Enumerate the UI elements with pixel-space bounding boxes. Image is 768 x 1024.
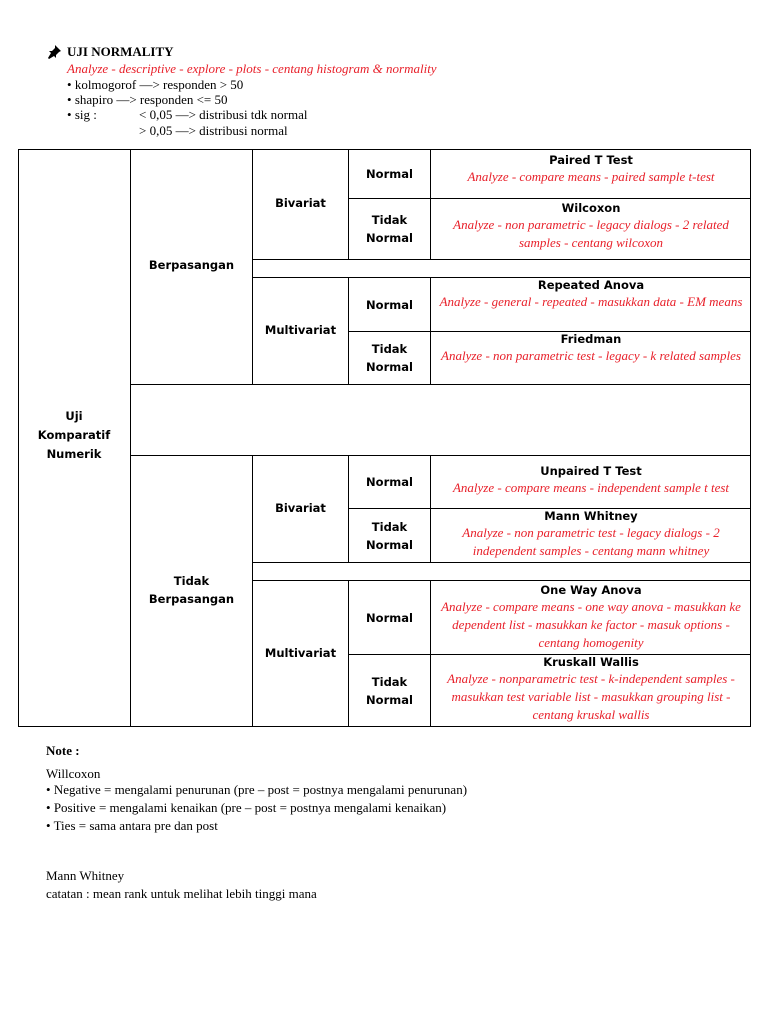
test-title: Unpaired T Test	[540, 464, 642, 478]
tidak-normal-label: Tidak Normal	[366, 519, 413, 552]
test-title: Mann Whitney	[544, 509, 638, 523]
test-cell-kruskall-wallis	[433, 654, 749, 726]
test-title: Wilcoxon	[561, 201, 621, 215]
note-label: Note :	[46, 743, 80, 758]
test-cell-one-way-anova	[436, 582, 746, 654]
section-title: UJI NORMALITY	[67, 44, 174, 59]
group-berpasangan: Berpasangan	[148, 258, 235, 272]
test-title: One Way Anova	[540, 583, 642, 597]
test-cell-friedman	[436, 331, 746, 384]
normality-steps: Analyze - descriptive - explore - plots - centang histogram & normality	[67, 61, 437, 76]
note-item: • Negative = mengalami penurunan (pre – post = postnya mengalami penurunan)	[46, 782, 468, 797]
normal-label: Normal	[366, 610, 413, 625]
test-cell-unpaired-t	[431, 463, 751, 508]
test-title: Repeated Anova	[537, 278, 645, 292]
willcoxon-note-title: Willcoxon	[46, 766, 101, 781]
mann-whitney-note: catatan : mean rank untuk melihat lebih tinggi mana	[46, 886, 317, 901]
test-title: Kruskall Wallis	[543, 655, 639, 669]
test-cell-repeated-anova	[436, 277, 746, 331]
bullet-kolmogorof: • kolmogorof —> responden > 50	[67, 77, 244, 92]
test-steps: Analyze - non parametric test - legacy - k related samples	[441, 348, 741, 363]
test-title: Paired T Test	[549, 153, 633, 167]
group-tidak-berpasangan: Tidak Berpasangan	[148, 574, 235, 606]
test-cell-mann-whitney	[436, 508, 746, 562]
normal-label: Normal	[366, 167, 413, 181]
pin-icon	[46, 44, 62, 60]
tidak-normal-label: Tidak Normal	[366, 342, 413, 374]
bullet-shapiro: • shapiro —> responden <= 50	[67, 92, 228, 107]
multivariat-label-paired: Multivariat	[264, 323, 337, 337]
bivariat-label-paired: Bivariat	[275, 196, 326, 210]
note-item: • Ties = sama antara pre dan post	[46, 818, 218, 833]
normal-label: Normal	[366, 297, 413, 312]
test-steps: Analyze - compare means - independent sample t test	[452, 480, 730, 495]
test-steps: Analyze - general - repeated - masukkan data - EM means	[439, 294, 743, 309]
tidak-normal-label: Tidak Normal	[366, 674, 413, 707]
root-label: Uji Komparatif Numerik	[37, 408, 111, 461]
test-steps: Analyze - nonparametric test - k-independent samples - masukkan test variable list - masukkan grouping list - centang kruskal wallis	[447, 671, 735, 722]
tidak-normal-label: Tidak Normal	[366, 213, 413, 245]
sig-greater-than: > 0,05 —> distribusi normal	[139, 123, 288, 138]
test-title: Friedman	[560, 332, 622, 346]
multivariat-label-unpaired: Multivariat	[264, 646, 337, 660]
test-steps: Analyze - non parametric - legacy dialogs - 2 related samples - centang wilcoxon	[453, 217, 729, 250]
test-cell-paired-t	[431, 152, 751, 198]
test-cell-wilcoxon	[433, 200, 749, 258]
test-steps: Analyze - non parametric test - legacy dialogs - 2 independent samples - centang mann whitney	[462, 525, 720, 558]
note-item: • Positive = mengalami kenaikan (pre – post = postnya mengalami kenaikan)	[46, 800, 447, 815]
test-steps: Analyze - compare means - one way anova - masukkan ke dependent list - masukkan ke factor - masuk options - centang homogenity	[441, 599, 741, 650]
test-steps: Analyze - compare means - paired sample t-test	[467, 169, 715, 184]
sig-less-than: < 0,05 —> distribusi tdk normal	[139, 107, 308, 122]
bullet-sig: • sig :	[67, 107, 97, 122]
mann-whitney-note-title: Mann Whitney	[46, 868, 125, 883]
bivariat-label-unpaired: Bivariat	[275, 501, 326, 515]
normal-label: Normal	[366, 475, 413, 489]
